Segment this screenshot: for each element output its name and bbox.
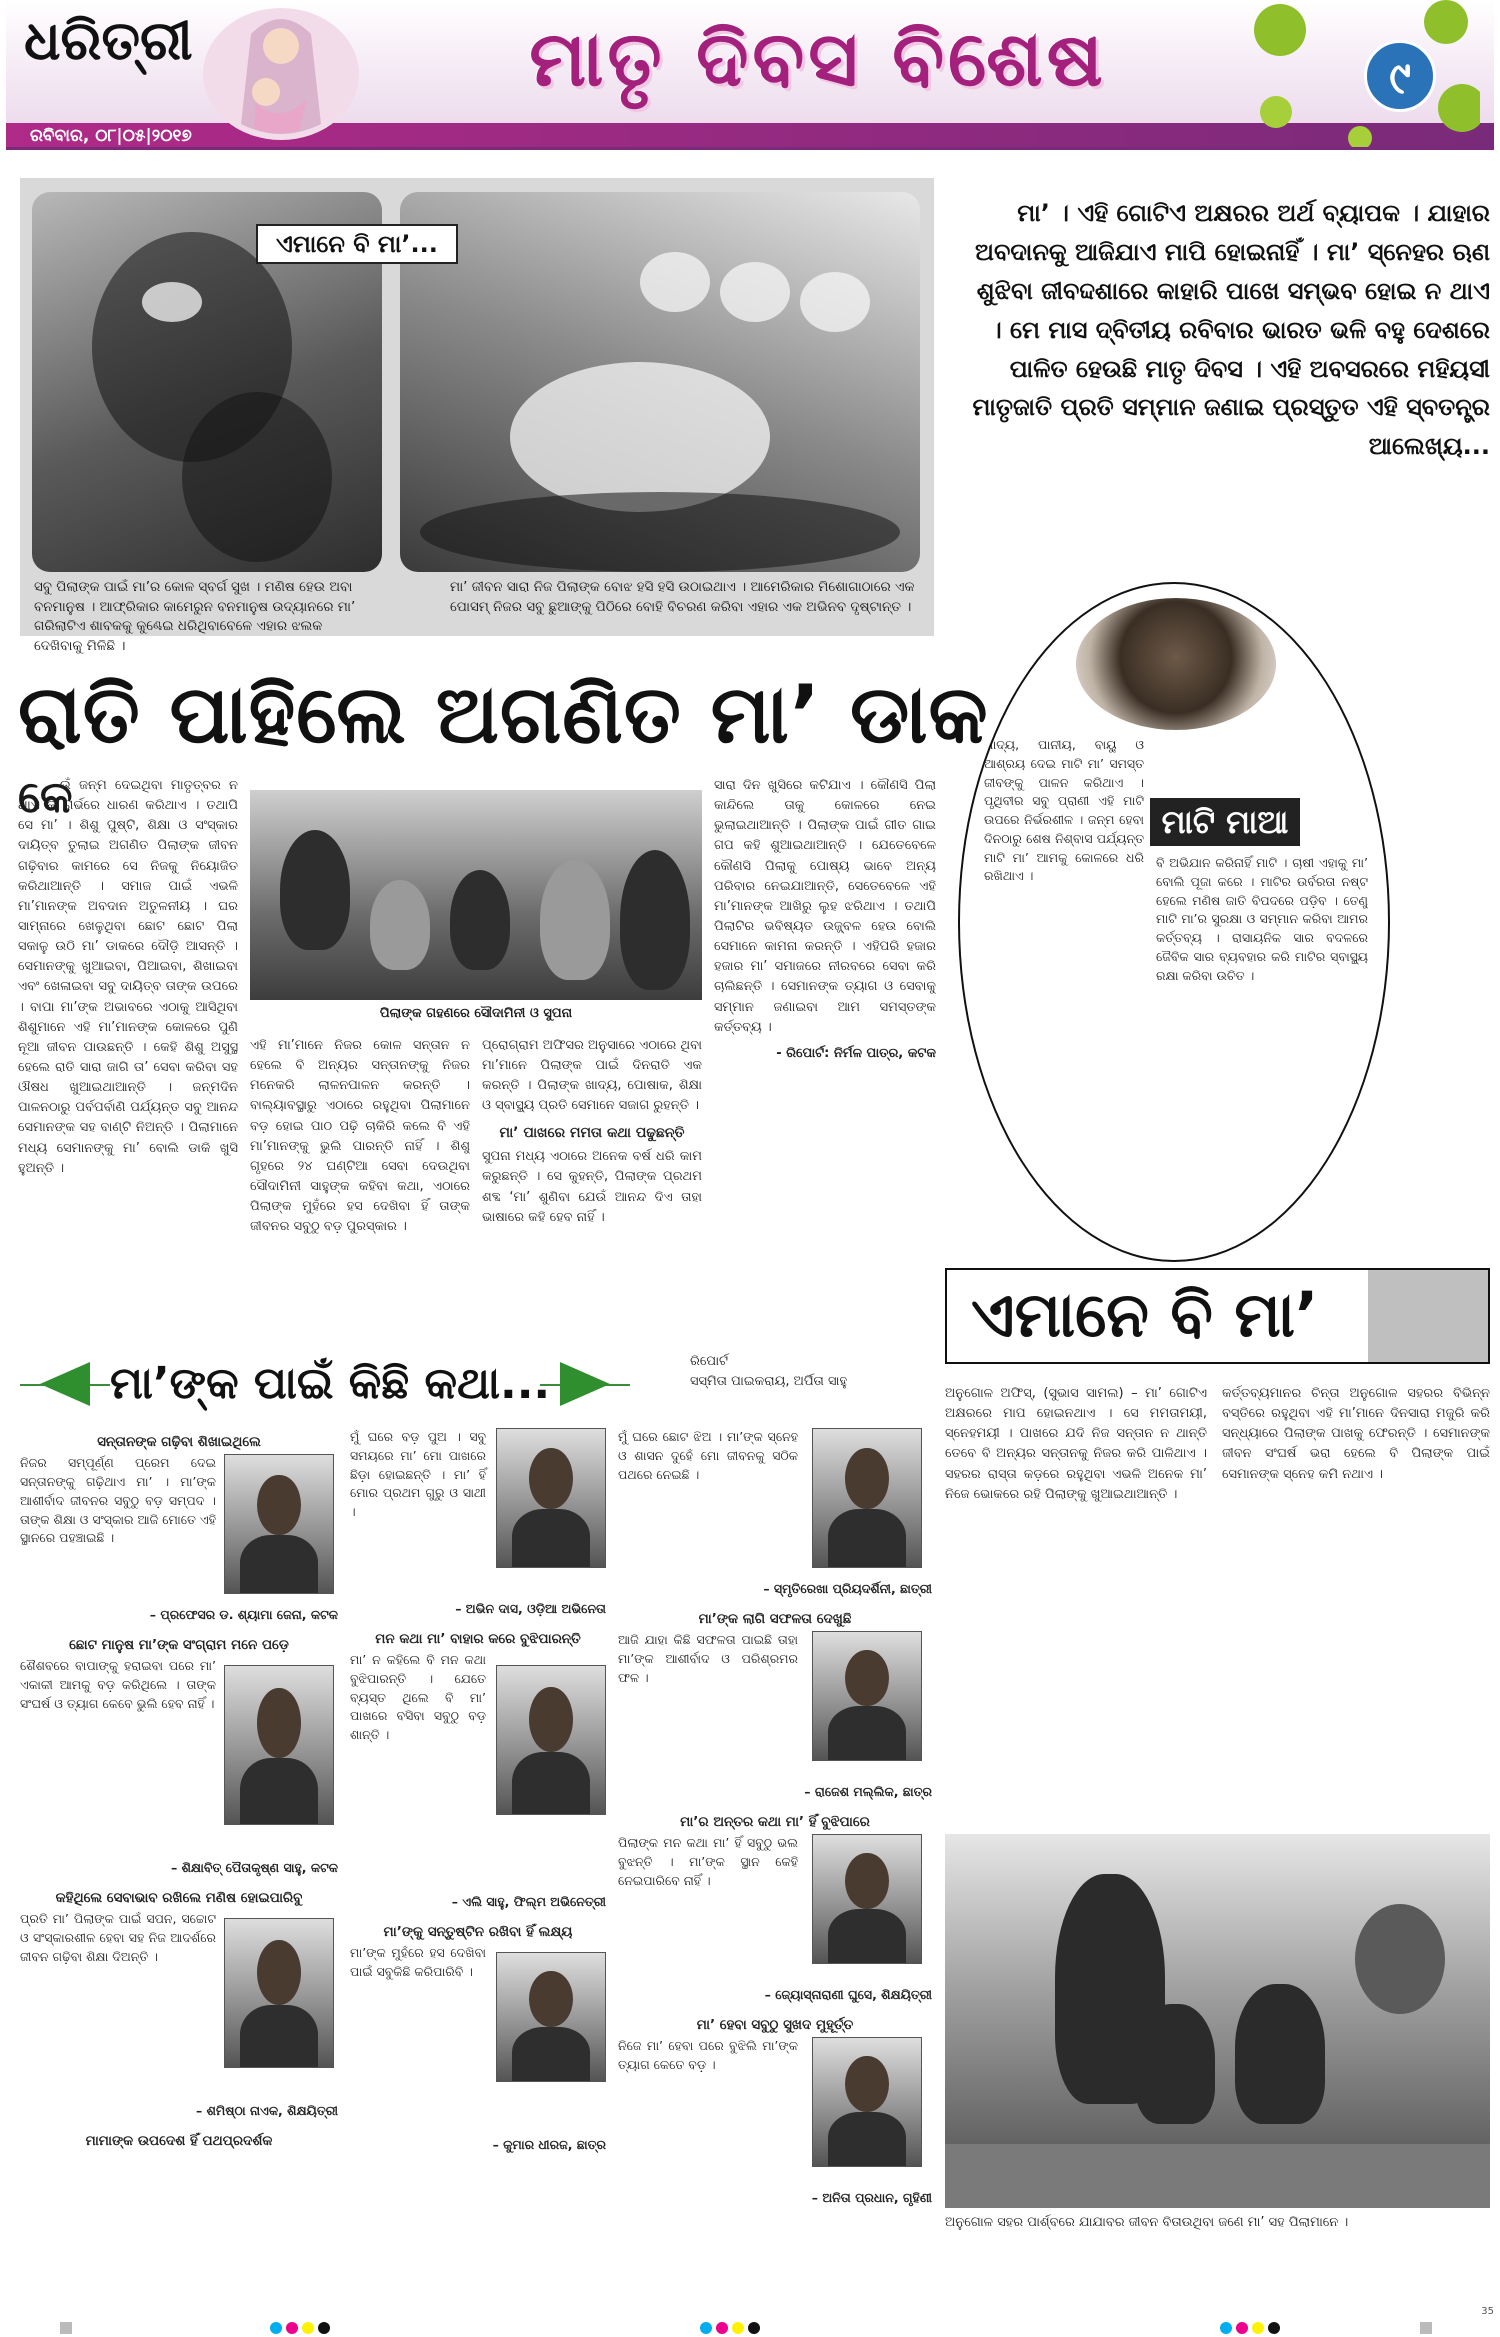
folio-number: 35 (1481, 2306, 1494, 2317)
opinion-heading: ମା’ଙ୍କୁ ସନ୍ତୁଷ୍ଟିନ ରଖିବା ହିଁ ଲକ୍ଷ୍ୟ (383, 1923, 573, 1940)
portrait-photo (224, 1918, 334, 2068)
registration-mark (716, 2322, 728, 2334)
portrait-photo (224, 1454, 334, 1594)
story-column (714, 776, 936, 1288)
registration-mark (60, 2322, 72, 2334)
registration-mark (302, 2322, 314, 2334)
omane-column: ଅନୁଗୋଳ ଅଫିସ୍, (ସୁଭାସ ସାମଲ) – ମା’ ଗୋଟିଏ ଅକ୍ଷରରେ ମାପ ହୋଇନଥାଏ । ସେ ମମତାମୟୀ, ସ୍ନେହମୟୀ । ପାଖରେ ଯଦି ନିଜ ସନ୍ତାନ ନ ଥାନ୍ତି ତେବେ ବି ଅନ୍ୟର ସନ୍ତାନକୁ ନିଜର କରି ପାଳିଥାଏ । ସହରର ରାସ୍ତା କଡ଼ରେ ରହୁଥିବା ଏଭଳି ଅନେକ ମା’ ନିଜେ ଭୋକରେ ରହି ପିଲାଙ୍କୁ ଖୁଆଇଥାଆନ୍ତି । (945, 1386, 1207, 1502)
portrait-photo (496, 1665, 606, 1815)
opinion-section-title: ମା’ଙ୍କ ପାଇଁ କିଛି କଥା... (110, 1358, 551, 1409)
story-column (482, 1036, 702, 1286)
opinion-column (618, 1428, 932, 2320)
opinion-text: ପିଲାଙ୍କ ମନ କଥା ମା’ ହିଁ ସବୁଠୁ ଭଲ ବୁଝନ୍ତି । ମା’ଙ୍କ ସ୍ଥାନ କେହି ନେଇପାରିବେ ନାହିଁ । (618, 1835, 798, 1888)
page-number: ୯ (1364, 40, 1436, 112)
registration-mark (700, 2322, 712, 2334)
story-paragraph: ସୁପନା ମଧ୍ୟ ଏଠାରେ ଅନେକ ବର୍ଷ ଧରି କାମ କରୁଛନ୍ତି । ସେ କୁହନ୍ତି, ପିଲାଙ୍କ ପ୍ରଥମ ଶବ୍ଦ ‘ମା’ ଶୁଣିବା ଯେଉଁ ଆନନ୍ଦ ଦିଏ ତାହା ଭାଷାରେ କହି ହେବ ନାହିଁ । (482, 1149, 702, 1225)
circle-text: ବି ଅଭିଯାନ କରିନାହିଁ ମାଟି । ଚାଷୀ ଏହାକୁ ମା’ ବୋଲି ପୂଜା କରେ । ମାଟିର ଉର୍ବରତା ନଷ୍ଟ ହେଲେ ମଣିଷ ଜାତି ବିପଦରେ ପଡ଼ିବ । ତେଣୁ ମାଟି ମା’ର ସୁରକ୍ଷା ଓ ସମ୍ମାନ କରିବା ଆମର କର୍ତ୍ତବ୍ୟ । ରାସାୟନିକ ସାର ବଦଳରେ ଜୈବିକ ସାର ବ୍ୟବହାର କରି ମାଟିର ସ୍ବାସ୍ଥ୍ୟ ରକ୍ଷା କରିବା ଉଚିତ । (1156, 855, 1368, 983)
opossum-photo (400, 192, 920, 572)
registration-marks (0, 2322, 1500, 2337)
portrait-photo (224, 1665, 334, 1825)
opinion-signature: – ଅନିତା ପ୍ରଧାନ, ଗୃହିଣୀ (811, 2190, 932, 2205)
portrait-photo (812, 2037, 922, 2167)
opinion-signature: – ପ୍ରଫେସର ଡ. ଶ୍ୟାମା ଜେନା, କଟକ (149, 1607, 338, 1623)
registration-mark (732, 2322, 744, 2334)
chevron-right-icon (560, 1362, 610, 1406)
story-byline: - ରିପୋର୍ଟ: ନିର୍ମଳ ପାତ୍ର, କଟକ (776, 1045, 936, 1061)
omane-title-box (945, 1268, 1490, 1364)
report-credit (690, 1352, 922, 1391)
opinion-signature: – ଶିକ୍ଷାବିତ୍ ପୈତାକୃଷ୍ଣ ସାହୁ, କଟକ (171, 1860, 338, 1876)
opinion-signature: – ଶମିଷ୍ଠା ନାଏକ, ଶିକ୍ଷୟିତ୍ରୀ (195, 2103, 338, 2119)
registration-mark (1268, 2322, 1280, 2334)
animal-mothers-photo-block (20, 178, 934, 654)
opinion-heading: ମା’ଙ୍କ ଲାଗି ସଫଳତା ଦେଖୁଛି (698, 1610, 852, 1627)
opinion-text: ମା’ଙ୍କ ମୁହଁରେ ହସ ଦେଖିବା ପାଇଁ ସବୁକିଛି କରିପାରିବି । (350, 1945, 486, 1979)
opinion-signature: – କୁମାର ଧୀରଜ, ଛାତ୍ର (492, 2137, 606, 2152)
opinion-text: ପ୍ରତି ମା’ ପିଲାଙ୍କ ପାଇଁ ସପନ, ସଚ୍ଚୋଟ ଓ ସଂସ୍କାରଶୀଳ ହେବା ସହ ନିଜ ଆଦର୍ଶରେ ଜୀବନ ଗଢ଼ିବା ଶିକ୍ଷା ଦିଅନ୍ତି । (20, 1911, 216, 1964)
story-column: ଏହି ମା’ମାନେ ନିଜର କୋଳ ସନ୍ତାନ ନ ହେଲେ ବି ଅନ୍ୟର ସନ୍ତାନଙ୍କୁ ନିଜର ମନେକରି ଲାଳନପାଳନ କରନ୍ତି । ବାଲ୍ୟାବସ୍ଥାରୁ ଏଠାରେ ରହୁଥିବା ପିଲାମାନେ ବଡ଼ ହୋଇ ପାଠ ପଢ଼ି ଚାକିରି କଲେ ବି ଏହି ମା’ମାନଙ୍କୁ ଭୁଲି ପାରନ୍ତି ନାହିଁ । ଶିଶୁ ଗୃହରେ ୨୪ ଘଣ୍ଟିଆ ସେବା ଦେଉଥିବା ସୌଦାମିନୀ ସାହୁଙ୍କ କହିବା କଥା, ଏଠାରେ ପିଲାଙ୍କ ମୁହଁରେ ହସ ଦେଖିବା ହିଁ ତାଙ୍କ ଜୀବନର ସବୁଠୁ ବଡ଼ ପୁରସ୍କାର । (250, 1038, 470, 1235)
mother-child-illustration (196, 4, 366, 144)
circle-text: ଖାଦ୍ୟ, ପାନୀୟ, ବାୟୁ ଓ ଆଶ୍ରୟ ଦେଇ ମାଟି ମା’ ସମସ୍ତ ଜୀବଙ୍କୁ ପାଳନ କରିଥାଏ । ପୃଥିବୀର ସବୁ ପ୍ରାଣୀ ଏହି ମାଟି ଉପରେ ନିର୍ଭରଶୀଳ । ଜନ୍ମ ହେବା ଦିନଠାରୁ ଶେଷ ନିଶ୍ବାସ ପର୍ଯ୍ୟନ୍ତ ମାଟି ମା’ ଆମକୁ କୋଳରେ ଧରି ରଖିଥାଏ । (984, 737, 1144, 884)
children-home-caption: ପିଲାଙ୍କ ଗହଣରେ ସୌଦାମିନୀ ଓ ସୁପନା (379, 1006, 573, 1021)
opinion-section-heading (20, 1354, 630, 1416)
gorilla-caption: ସବୁ ପିଲାଙ୍କ ପାଇଁ ମା’ର କୋଳ ସ୍ବର୍ଗ ସୁଖ । ମଣିଷ ହେଉ ଅବା ବନମାନୁଷ । ଆଫ୍ରିକାର କାମେରୁନ ବନମାନୁଷ ଉଦ୍ୟାନରେ ମା’ ଗରିଲାଟିଏ ଶାବକକୁ କୁଣ୍ଢେଇ ଧରିଥିବାବେଳେ ଏହାର ଝଲକ ଦେଖିବାକୁ ମିଳିଛି । (34, 579, 356, 654)
portrait-photo (812, 1631, 922, 1761)
report-label: ରିପୋର୍ଟ (690, 1354, 729, 1369)
portrait-photo (812, 1428, 922, 1568)
mother-children-caption: ଅନୁଗୋଳ ସହର ପାର୍ଶ୍ବରେ ଯାଯାବର ଜୀବନ ବିତାଉଥିବା ଜଣେ ମା’ ସହ ପିଲାମାନେ । (945, 2215, 1349, 2230)
opinion-heading: ମାମାଙ୍କ ଉପଦେଶ ହିଁ ପଥପ୍ରଦର୍ଶକ (85, 2133, 273, 2149)
portrait-photo (496, 1428, 606, 1568)
omane-title: ଏମାନେ ବି ମା’ (971, 1278, 1319, 1351)
photo-tag: ଏମାନେ ବି ମା’... (256, 224, 458, 264)
chevron-left-icon (40, 1362, 90, 1406)
section-title: ମାତୃ ଦିବସ ବିଶେଷ (529, 14, 1107, 103)
omane-column: କର୍ତ୍ତବ୍ୟମାନର ଚିନ୍ତା ଅନୁଗୋଳ ସହରର ବିଭିନ୍ନ ବସ୍ତିରେ ରହୁଥିବା ଏହି ମା’ମାନେ ଦିନସାରା ମଜୁରି କରି ସନ୍ଧ୍ୟାରେ ପିଲାଙ୍କ ପାଖକୁ ଫେରନ୍ତି । ସେମାନଙ୍କ ଜୀବନ ସଂଘର୍ଷ ଭରା ହେଲେ ବି ପିଲାଙ୍କ ପାଇଁ ସେମାନଙ୍କ ସ୍ନେହ କମି ନଥାଏ । (1222, 1386, 1490, 1482)
opinion-heading: ଛୋଟ ମାନୁଷ ମା’ଙ୍କ ସଂଗ୍ରାମ ମନେ ପଡ଼େ (69, 1637, 289, 1653)
portrait-photo (812, 1834, 922, 1964)
intro-text: ମା’ । ଏହି ଗୋଟିଏ ଅକ୍ଷରର ଅର୍ଥ ବ୍ୟାପକ । ଯାହାର ଅବଦାନକୁ ଆଜିଯାଏ ମାପି ହୋଇନାହିଁ । ମା’ ସ୍ନେହର ଋଣ ଶୁଝିବା ଜୀବଦ୍ଦଶାରେ କାହାରି ପାଖେ ସମ୍ଭବ ହୋଇ ନ ଥାଏ । ମେ ମାସ ଦ୍ବିତୀୟ ରବିବାର ଭାରତ ଭଳି ବହୁ ଦେଶରେ ପାଳିତ ହେଉଛି ମାତୃ ଦିବସ । ଏହି ଅବସରରେ ମହିୟସୀ ମାତୃଜାତି ପ୍ରତି ସମ୍ମାନ ଜଣାଇ ପ୍ରସ୍ତୁତ ଏହି ସ୍ବତନ୍ତ୍ର ଆଲେଖ୍ୟ... (972, 199, 1490, 461)
opinion-text: ନିଜର ସମ୍ପୂର୍ଣ୍ଣ ପ୍ରେମ ଦେଇ ସନ୍ତାନଙ୍କୁ ଗଢ଼ିଥାଏ ମା’ । ମା’ଙ୍କ ଆଶୀର୍ବାଦ ଜୀବନର ସବୁଠୁ ବଡ଼ ସମ୍ପଦ । ତାଙ୍କ ଶିକ୍ଷା ଓ ସଂସ୍କାର ଆଜି ମୋତେ ଏହି ସ୍ଥାନରେ ପହଞ୍ଚାଇଛି । (20, 1455, 216, 1546)
story-paragraph: ପ୍ରୋଗ୍ରାମ ଅଫିସର ଅନୁସାରେ ଏଠାରେ ଥିବା ମା’ମାନେ ପିଲାଙ୍କ ପାଇଁ ଦିନରାତି ଏକ କରନ୍ତି । ପିଲାଙ୍କ ଖାଦ୍ୟ, ପୋଷାକ, ଶିକ୍ଷା ଓ ସ୍ବାସ୍ଥ୍ୟ ପ୍ରତି ସେମାନେ ସଜାଗ ରୁହନ୍ତି । (482, 1038, 702, 1114)
opinion-heading: ସନ୍ତାନଙ୍କ ଗଢ଼ିବା ଶିଖାଇଥିଲେ (97, 1434, 261, 1450)
circle-label: ମାଟି ମାଆ (1150, 798, 1300, 846)
opinion-signature: – ଜ୍ୟୋସ୍ନାରାଣୀ ଘୁସେ, ଶିକ୍ଷୟିତ୍ରୀ (764, 1987, 932, 2002)
opinion-heading: ମା’ ହେବା ସବୁଠୁ ସୁଖଦ ମୁହୂର୍ତ୍ତ (696, 2016, 854, 2033)
registration-mark (286, 2322, 298, 2334)
opinion-signature: – ସ୍ମୃତିରେଖା ପ୍ରିୟଦର୍ଶିନୀ, ଛାତ୍ରୀ (763, 1581, 932, 1596)
registration-mark (1420, 2322, 1432, 2334)
opinion-text: ମୁଁ ଘରେ ଛୋଟ ଝିଅ । ମା’ଙ୍କ ସ୍ନେହ ଓ ଶାସନ ଦୁହେଁ ମୋ ଜୀବନକୁ ସଠିକ ପଥରେ ନେଇଛି । (618, 1429, 798, 1482)
registration-mark (1236, 2322, 1248, 2334)
opinion-signature: – ଏଲି ସାହୁ, ଫିଲ୍ମ ଅଭିନେତ୍ରୀ (451, 1894, 606, 1909)
opinion-signature: – ରାଜେଶ ମଲ୍ଲିକ, ଛାତ୍ର (804, 1784, 932, 1799)
masthead (6, 0, 1494, 150)
drop-cap: କେ (18, 772, 73, 823)
opinion-heading: ମା’ର ଅନ୍ତର କଥା ମା’ ହିଁ ବୁଝିପାରେ (680, 1813, 870, 1830)
story-subhead: ମା’ ପାଖରେ ମମତା କଥା ପଢୁଛନ୍ତି (499, 1124, 685, 1141)
registration-mark (318, 2322, 330, 2334)
newspaper-logo: ଧରିତ୍ରୀ (24, 8, 193, 72)
children-home-photo (250, 790, 702, 1000)
registration-mark (1220, 2322, 1232, 2334)
opinion-text: ଶୈଶବରେ ବାପାଙ୍କୁ ହରାଇବା ପରେ ମା’ ଏକାକୀ ଆମକୁ ବଡ଼ କରିଥିଲେ । ତାଙ୍କ ସଂଘର୍ଷ ଓ ତ୍ୟାଗ କେବେ ଭୁଲି ହେବ ନାହିଁ । (20, 1658, 216, 1711)
report-names: ସସ୍ମିତା ପାଇକରାୟ, ଅର୍ପିତା ସାହୁ (690, 1373, 848, 1389)
portrait-photo (496, 1952, 606, 2082)
soil-mother-circle (958, 582, 1390, 1262)
story-column: ଉଁ ଜନ୍ମ ଦେଇଥିବା ମାତୃତ୍ବର ନ ଥାଏ କି ଗର୍ଭରେ ଧାରଣ କରିଥାଏ । ତଥାପି ସେ ମା’ । ଶିଶୁ ପୁଷ୍ଟି, ଶିକ୍ଷା ଓ ସଂସ୍କାର ଦାୟିତ୍ବ ତୁଲାଇ ଅଗଣିତ ପିଲାଙ୍କ ଜୀବନ ଗଢ଼ିବାର କାମରେ ସେ ନିଜକୁ ନିୟୋଜିତ କରିଥାଆନ୍ତି । ସମାଜ ପାଇଁ ଏଭଳି ମା’ମାନଙ୍କ ଅବଦାନ ଅତୁଳନୀୟ । ଘର ସାମ୍ନାରେ ଖେଳୁଥିବା ଛୋଟ ଛୋଟ ପିଲା ସକାଳୁ ଉଠି ମା’ ଡାକରେ ଦୌଡ଼ି ଆସନ୍ତି । ସେମାନଙ୍କୁ ଖୁଆଇବା, ପିଆଇବା, ଶିଖାଇବା ଏବଂ ଖେଳାଇବା ସବୁ ଦାୟିତ୍ବ ତାଙ୍କ ଉପରେ । ବାପା ମା’ଙ୍କ ଅଭାବରେ ଏଠାକୁ ଆସିଥିବା ଶିଶୁମାନେ ଏହି ମା’ମାନଙ୍କ କୋଳରେ ପୁଣି ନୂଆ ଜୀବନ ପାଉଛନ୍ତି । କେହି ଶିଶୁ ଅସୁସ୍ଥ ହେଲେ ରାତି ସାରା ଜାଗି ତା’ ସେବା କରିବା ସହ ଔଷଧ ଖୁଆଇଥାଆନ୍ତି । ଜନ୍ମଦିନ ପାଳନଠାରୁ ପର୍ବପର୍ବାଣି ପର୍ଯ୍ୟନ୍ତ ସବୁ ଆନନ୍ଦ ସେମାନଙ୍କ ସହ ବାଣ୍ଟି ନିଅନ୍ତି । ପିଲାମାନେ ମଧ୍ୟ ସେମାନଙ୍କୁ ମା’ ବୋଲି ଡାକି ଖୁସି ହୁଅନ୍ତି । (18, 778, 238, 1176)
dateline: ରବିବାର, ୦୮|୦୫|୨୦୧୭ (30, 126, 192, 146)
main-headline: ରାତି ପାହିଲେ ଅଗଣିତ ମା’ ଡାକ (18, 668, 989, 761)
opinion-text: ଆଜି ଯାହା କିଛି ସଫଳତା ପାଇଛି ତାହା ମା’ଙ୍କ ଆଶୀର୍ବାଦ ଓ ପରିଶ୍ରମର ଫଳ । (618, 1632, 798, 1685)
title-shade (1368, 1270, 1488, 1362)
decorative-balls (1240, 0, 1480, 150)
soil-hands-photo (1076, 598, 1276, 730)
registration-mark (1252, 2322, 1264, 2334)
mother-children-photo (945, 1834, 1490, 2208)
opinion-column (20, 1428, 338, 2320)
registration-mark (748, 2322, 760, 2334)
opinion-text: ମା’ ନ କହିଲେ ବି ମନ କଥା ବୁଝିପାରନ୍ତି । ଯେତେ ବ୍ୟସ୍ତ ଥିଲେ ବି ମା’ ପାଖରେ ବସିବା ସବୁଠୁ ବଡ଼ ଶାନ୍ତି । (350, 1652, 486, 1742)
story-paragraph: ସାରା ଦିନ ଖୁସିରେ କଟିଯାଏ । କୌଣସି ପିଲା କାନ୍ଦିଲେ ତାକୁ କୋଳରେ ନେଇ ଭୁଲାଇଥାଆନ୍ତି । ପିଲାଙ୍କ ପାଇଁ ଗୀତ ଗାଇ ଗପ କହି ଶୁଆଇଥାଆନ୍ତି । ଯେତେବେଳେ କୌଣସି ପିଲାକୁ ପୋଷ୍ୟ ଭାବେ ଅନ୍ୟ ପରିବାର ନେଇଯାଆନ୍ତି, ସେତେବେଳେ ଏହି ମା’ମାନଙ୍କ ଆଖିରୁ ଲୁହ ଝରିଥାଏ । ତଥାପି ପିଲାଟିର ଭବିଷ୍ୟତ ଉଜ୍ଜ୍ବଳ ହେଉ ବୋଲି ସେମାନେ କାମନା କରନ୍ତି । ଏହିପରି ହଜାର ହଜାର ମା’ ସମାଜରେ ନୀରବରେ ସେବା କରି ଚାଲିଛନ୍ତି । ସେମାନଙ୍କ ତ୍ୟାଗ ଓ ସେବାକୁ ସମ୍ମାନ ଜଣାଇବା ଆମ ସମସ୍ତଙ୍କ କର୍ତ୍ତବ୍ୟ । (714, 778, 936, 1035)
main-story (18, 772, 936, 1288)
opinion-signature: – ଅଭିନ ଦାସ, ଓଡ଼ିଆ ଅଭିନେତା (455, 1601, 606, 1616)
opinion-column (350, 1428, 606, 2320)
opinion-text: ମୁଁ ଘରେ ବଡ଼ ପୁଅ । ସବୁ ସମୟରେ ମା’ ମୋ ପାଖରେ ଛିଡ଼ା ହୋଇଛନ୍ତି । ମା’ ହିଁ ମୋର ପ୍ରଥମ ଗୁରୁ ଓ ସାଥୀ । (350, 1429, 486, 1519)
opossum-caption: ମା’ ଜୀବନ ସାରା ନିଜ ପିଲାଙ୍କ ବୋଝ ହସି ହସି ଉଠାଇଥାଏ । ଆମେରିକାର ମିଶୋଗାଠାରେ ଏକ ପୋସମ୍ ନିଜର ସବୁ ଛୁଆଙ୍କୁ ପିଠିରେ ବୋହି ବିଚରଣ କରିବା ଏହାର ଏକ ଅଭିନବ ଦୃଷ୍ଟାନ୍ତ । (450, 579, 915, 615)
opinion-heading: କହିଥିଲେ ସେବାଭାବ ରଖିଲେ ମଣିଷ ହୋଇପାରିବୁ (55, 1890, 303, 1906)
opinion-text: ନିଜେ ମା’ ହେବା ପରେ ବୁଝିଲି ମା’ଙ୍କ ତ୍ୟାଗ କେତେ ବଡ଼ । (618, 2038, 798, 2072)
opinion-heading: ମନ କଥା ମା’ ବାହାର କରେ ବୁଝିପାରନ୍ତି (375, 1630, 581, 1647)
registration-mark (270, 2322, 282, 2334)
